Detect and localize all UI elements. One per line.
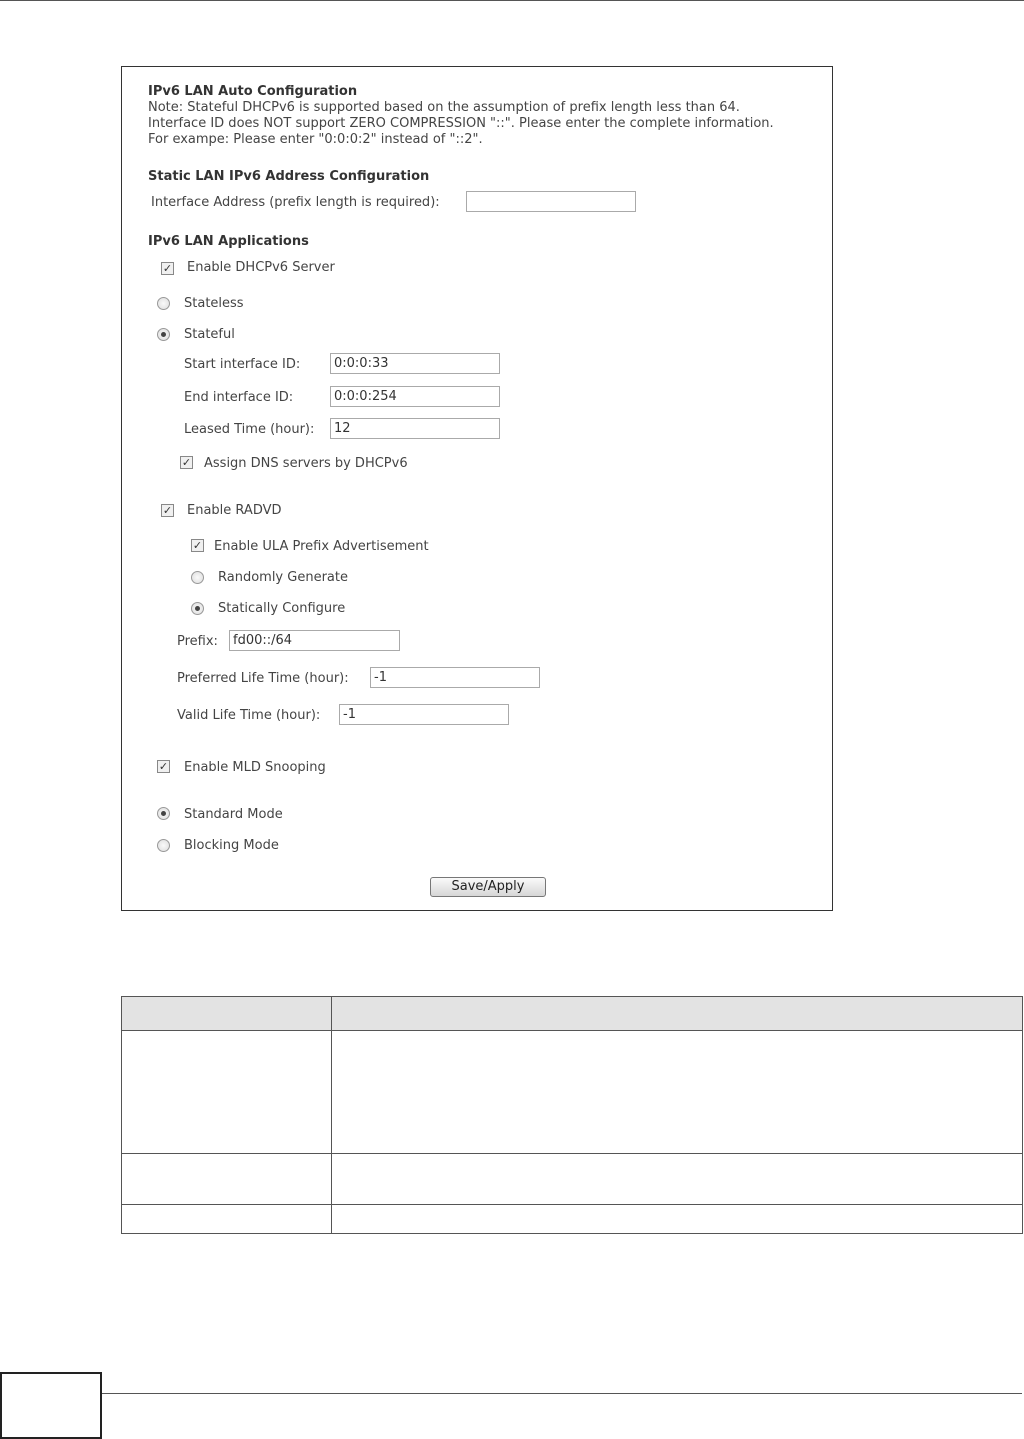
standard-mode-radio[interactable]: [157, 807, 170, 820]
preferred-life-time-input[interactable]: [370, 667, 540, 688]
table-header-cell: [122, 997, 332, 1031]
end-interface-id-input[interactable]: [330, 386, 500, 407]
note-line-3: For exampe: Please enter "0:0:0:2" instead of "::2".: [148, 132, 483, 147]
statically-configure-label: Statically Configure: [218, 601, 346, 616]
static-config-title: Static LAN IPv6 Address Configuration: [148, 169, 430, 184]
randomly-generate-radio[interactable]: [191, 571, 204, 584]
leased-time-input[interactable]: [330, 418, 500, 439]
enable-dhcpv6-server-checkbox[interactable]: ✓: [162, 262, 173, 275]
table-cell: [332, 1154, 1023, 1205]
table-row: [122, 1205, 1023, 1234]
start-interface-id-label: Start interface ID:: [184, 357, 301, 372]
table-header-cell: [332, 997, 1023, 1031]
enable-mld-snooping-checkbox[interactable]: ✓: [158, 760, 169, 773]
interface-address-label: Interface Address (prefix length is required):: [151, 195, 440, 210]
blocking-mode-radio[interactable]: [157, 839, 170, 852]
randomly-generate-label: Randomly Generate: [218, 570, 348, 585]
assign-dns-checkbox[interactable]: ✓: [181, 456, 192, 469]
table-cell: [332, 1205, 1023, 1234]
save-apply-button[interactable]: Save/Apply: [430, 877, 546, 897]
footer-rule: [100, 1393, 1022, 1394]
note-line-1: Note: Stateful DHCPv6 is supported based on the assumption of prefix length less than 64.: [148, 100, 740, 115]
stateless-radio[interactable]: [157, 297, 170, 310]
note-line-2: Interface ID does NOT support ZERO COMPRESSION "::". Please enter the complete information.: [148, 116, 774, 131]
field-description-table: [121, 996, 1023, 1234]
interface-address-input[interactable]: [466, 191, 636, 212]
table-cell: [122, 1031, 332, 1154]
prefix-label: Prefix:: [177, 634, 218, 649]
preferred-life-time-label: Preferred Life Time (hour):: [177, 671, 349, 686]
stateful-label: Stateful: [184, 327, 235, 342]
prefix-input[interactable]: [229, 630, 400, 651]
statically-configure-radio[interactable]: [191, 602, 204, 615]
table-header-row: [122, 997, 1023, 1031]
blocking-mode-label: Blocking Mode: [184, 838, 279, 853]
table-cell: [122, 1205, 332, 1234]
enable-mld-snooping-label: Enable MLD Snooping: [184, 760, 326, 775]
stateless-label: Stateless: [184, 296, 244, 311]
auto-config-title: IPv6 LAN Auto Configuration: [148, 84, 358, 99]
valid-life-time-input[interactable]: [339, 704, 509, 725]
leased-time-label: Leased Time (hour):: [184, 422, 315, 437]
stateful-radio[interactable]: [157, 328, 170, 341]
applications-title: IPv6 LAN Applications: [148, 234, 309, 249]
page-number-box: [0, 1372, 102, 1439]
enable-ula-checkbox[interactable]: ✓: [192, 539, 203, 552]
assign-dns-label: Assign DNS servers by DHCPv6: [204, 456, 408, 471]
enable-dhcpv6-server-label: Enable DHCPv6 Server: [187, 260, 335, 275]
table-cell: [332, 1031, 1023, 1154]
top-rule: [0, 0, 1024, 1]
table-row: [122, 1154, 1023, 1205]
table-row: [122, 1031, 1023, 1154]
valid-life-time-label: Valid Life Time (hour):: [177, 708, 321, 723]
enable-radvd-label: Enable RADVD: [187, 503, 282, 518]
enable-radvd-checkbox[interactable]: ✓: [162, 504, 173, 517]
ipv6-lan-settings-panel: [121, 66, 833, 911]
start-interface-id-input[interactable]: [330, 353, 500, 374]
end-interface-id-label: End interface ID:: [184, 390, 294, 405]
table-cell: [122, 1154, 332, 1205]
enable-ula-label: Enable ULA Prefix Advertisement: [214, 539, 429, 554]
standard-mode-label: Standard Mode: [184, 807, 283, 822]
